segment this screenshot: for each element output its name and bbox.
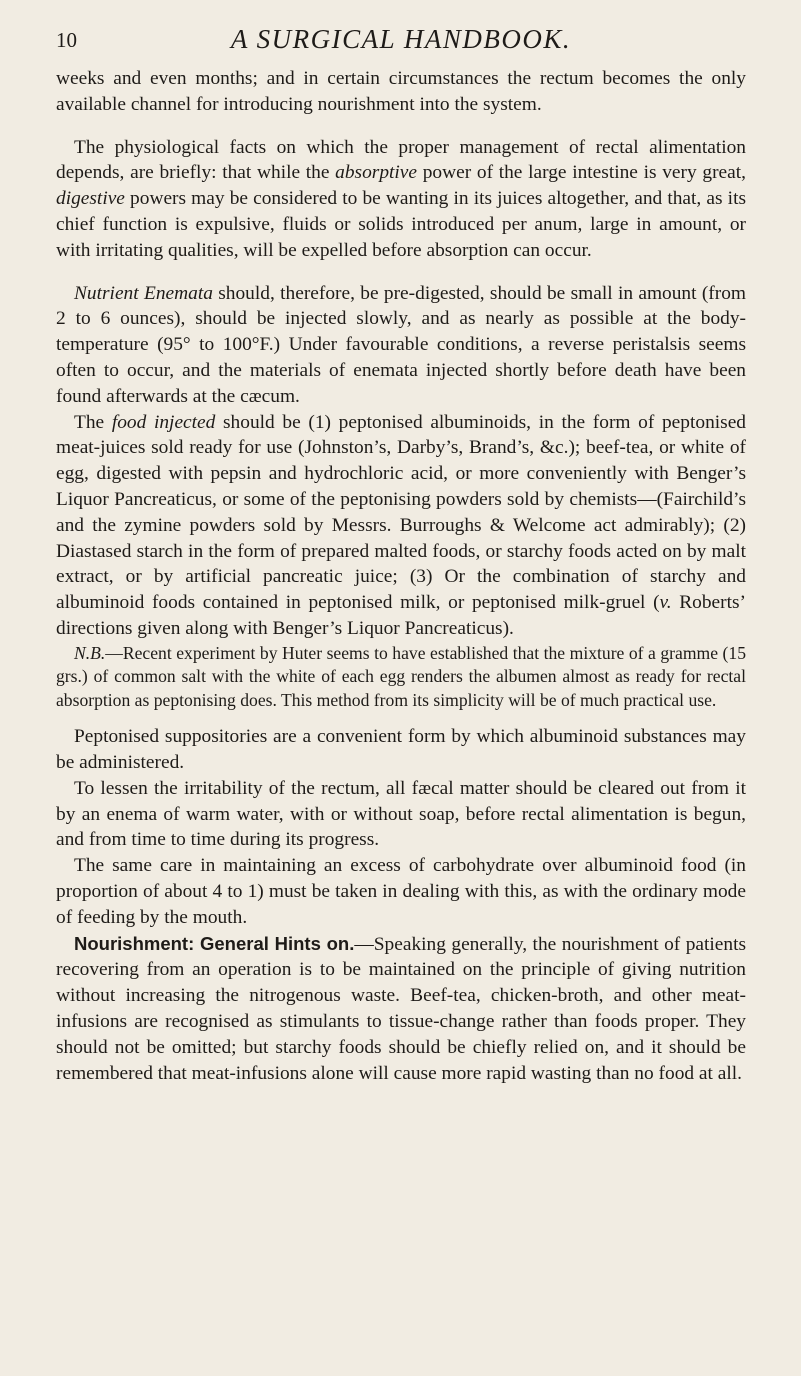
running-title: A SURGICAL HANDBOOK. — [230, 24, 572, 54]
text-run: —Speaking generally, the nourishment of patients recovering from an operation is to be maintained on the principle of giving nutrition without increasing the nitrogenous waste. Beef-tea, chicken-broth, and other meat-infusions are recognised as stimulants to tissue-change rather than foods proper. They should not be omitted; but starchy foods should be chiefly relied on, and it should be remembered that meat-infusions alone will cause more rapid wasting than no food at all. — [56, 933, 746, 1084]
text-run: Roberts’ directions given along with Benger’s Liquor Pancreaticus). — [56, 592, 746, 639]
text-run: powers may be considered to be wanting in its juices altogether, and that, as its chief function is expulsive, fluids or solids introduced per anum, large in amount, or with irritating qualities, will be expelled before absorption can occur. — [56, 188, 746, 261]
emphasis-nutrient-enemata: Nutrient Enemata — [74, 282, 213, 304]
running-head — [56, 22, 746, 66]
paragraph-carbohydrate: The same care in maintaining an excess of carbohydrate over albuminoid food (in proportion of about 4 to 1) must be taken in dealing with this, as with the ordinary mode of feeding by the mouth. — [56, 855, 746, 928]
paragraph-physiological-facts — [56, 135, 746, 264]
section-heading-nourishment: Nourishment: General Hints on. — [74, 932, 355, 954]
text-run: —Recent experiment by Huter seems to have established that the mixture of a gramme (15 grs.) of common salt with the white of each egg renders the albumen almost as ready for rectal absorption as peptonising does. This method from its simplicity will be of much practical use. — [56, 642, 746, 710]
paragraph-suppositories: Peptonised suppositories are a convenient form by which albuminoid substances may be administered. — [56, 726, 746, 774]
emphasis-nb: N.B. — [74, 642, 106, 663]
text-run: should, therefore, be pre-digested, should be small in amount (from 2 to 6 ounces), should be injected slowly, and as nearly as possible at the body-temperature (95° to 100°F.) Under favourable conditions, a reverse peristalsis seems often to occur, and the materials of enemata injected shortly before death have been found afterwards at the cæcum. — [56, 282, 746, 407]
page-number: 10 — [56, 28, 77, 52]
book-page — [56, 22, 746, 1086]
emphasis-food-injected: food injected — [111, 411, 216, 433]
text-run: The physiological facts on which the proper management of rectal alimentation depends, are briefly: that while the — [56, 136, 746, 184]
emphasis-absorptive: absorptive — [335, 162, 418, 184]
emphasis-vide: v. — [659, 592, 672, 614]
paragraph-nourishment — [56, 931, 746, 1087]
paragraph-food-injected — [56, 410, 746, 642]
paragraph-continuation: weeks and even months; and in certain circumstances the rectum becomes the only available channel for introducing nourishment into the system. — [56, 68, 746, 115]
paragraph-irritability: To lessen the irritability of the rectum, all fæcal matter should be cleared out from it by an enema of warm water, with or without soap, before rectal alimentation is begun, and from time to time during its progress. — [56, 777, 746, 851]
paragraph-nutrient-enemata — [56, 281, 746, 410]
emphasis-digestive: digestive — [56, 188, 125, 210]
text-run: should be (1) peptonised albuminoids, in the form of peptonised meat-juices sold ready for use (Johnston’s, Darby’s, Brand’s, &c.); beef-tea, or white of egg, digested with pepsin and hydrochloric acid, or more conveniently with Benger’s Liquor Pancreaticus, or some of the peptonising powders sold by chemists—(Fairchild’s and the zymine powders sold by Messrs. Burroughs & Welcome act admirably); (2) Diastased starch in the form of prepared malted foods, or starchy foods acted on by malt extract, or by artificial pancreatic juice; (3) Or the combination of starchy and albuminoid foods contained in peptonised milk, or peptonised milk-gruel ( — [56, 411, 746, 614]
text-run: power of the large intestine is very great, — [417, 162, 746, 184]
text-run: The — [74, 411, 112, 433]
note-nb — [56, 642, 746, 713]
